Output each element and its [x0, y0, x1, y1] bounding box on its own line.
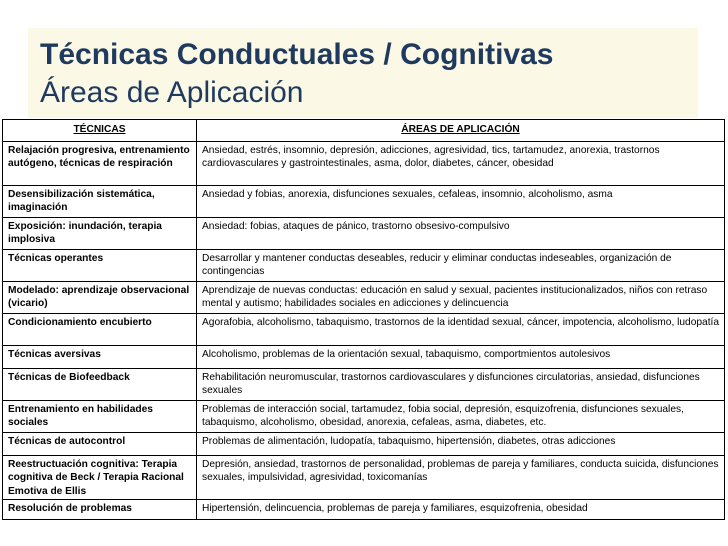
- table-row: [3, 433, 725, 456]
- areas-cell: Agorafobia, alcoholismo, tabaquismo, trastornos de la identidad sexual, cáncer, impotencia, alcoholismo, ludopatía: [197, 314, 725, 346]
- areas-cell: Ansiedad: fobias, ataques de pánico, trastorno obsesivo-compulsivo: [197, 218, 725, 250]
- areas-cell: Ansiedad, estrés, insomnio, depresión, adicciones, agresividad, tics, tartamudez, anorexia, trastornos cardiovasculares y gastrointestinales, asma, dolor, diabetes, cáncer, obesidad: [197, 142, 725, 186]
- tecnica-cell: Exposición: inundación, terapia implosiva: [3, 218, 197, 250]
- areas-cell: Problemas de alimentación, ludopatía, tabaquismo, hipertensión, diabetes, otras adicciones: [197, 433, 725, 456]
- slide-title: [40, 36, 553, 112]
- table-row: [3, 346, 725, 369]
- table-row: [3, 500, 725, 520]
- tecnica-cell: Resolución de problemas: [3, 500, 197, 520]
- areas-cell: Problemas de interacción social, tartamudez, fobia social, depresión, esquizofrenia, disfunciones sexuales, tabaquismo, alcoholismo, obesidad, anorexia, cefaleas, asma, diabetes, etc.: [197, 401, 725, 433]
- table-row: [3, 186, 725, 218]
- title-line-2: Áreas de Aplicación: [40, 76, 304, 109]
- areas-cell: Desarrollar y mantener conductas deseables, reducir y eliminar conductas indeseables, organización de contingencias: [197, 250, 725, 282]
- tecnica-cell: Técnicas operantes: [3, 250, 197, 282]
- header-tecnicas: TÉCNICAS: [3, 120, 197, 142]
- tecnica-cell: Relajación progresiva, entrenamiento autógeno, técnicas de respiración: [3, 142, 197, 186]
- title-line-1: Técnicas Conductuales / Cognitivas: [40, 38, 554, 71]
- areas-cell: Depresión, ansiedad, trastornos de personalidad, problemas de pareja y familiares, conducta suicida, disfunciones sexuales, impulsividad, agresividad, toxicomanías: [197, 456, 725, 500]
- table-row: [3, 142, 725, 186]
- tecnica-cell: Técnicas aversivas: [3, 346, 197, 369]
- table-row: [3, 250, 725, 282]
- areas-cell: Alcoholismo, problemas de la orientación sexual, tabaquismo, comportmientos autolesivos: [197, 346, 725, 369]
- techniques-table: [2, 119, 725, 520]
- table-row: [3, 456, 725, 500]
- tecnica-cell: Condicionamiento encubierto: [3, 314, 197, 346]
- table-row: [3, 218, 725, 250]
- tecnica-cell: Modelado: aprendizaje observacional (vicario): [3, 282, 197, 314]
- tecnica-cell: Reestructuación cognitiva: Terapia cognitiva de Beck / Terapia Racional Emotiva de Ellis: [3, 456, 197, 500]
- header-areas: ÁREAS DE APLICACIÓN: [197, 120, 725, 142]
- areas-cell: Ansiedad y fobias, anorexia, disfunciones sexuales, cefaleas, insomnio, alcoholismo, asma: [197, 186, 725, 218]
- areas-cell: Hipertensión, delincuencia, problemas de pareja y familiares, esquizofrenia, obesidad: [197, 500, 725, 520]
- table-header-row: [3, 120, 725, 142]
- areas-cell: Aprendizaje de nuevas conductas: educación en salud y sexual, pacientes institucionalizados, niños con retraso mental y autismo; habilidades sociales en adicciones y delincuencia: [197, 282, 725, 314]
- tecnica-cell: Desensibilización sistemática, imaginación: [3, 186, 197, 218]
- table-row: [3, 369, 725, 401]
- tecnica-cell: Entrenamiento en habilidades sociales: [3, 401, 197, 433]
- tecnica-cell: Técnicas de autocontrol: [3, 433, 197, 456]
- table-row: [3, 401, 725, 433]
- areas-cell: Rehabilitación neuromuscular, trastornos cardiovasculares y disfunciones circulatorias, ansiedad, disfunciones sexuales: [197, 369, 725, 401]
- table-row: [3, 314, 725, 346]
- tecnica-cell: Técnicas de Biofeedback: [3, 369, 197, 401]
- table-row: [3, 282, 725, 314]
